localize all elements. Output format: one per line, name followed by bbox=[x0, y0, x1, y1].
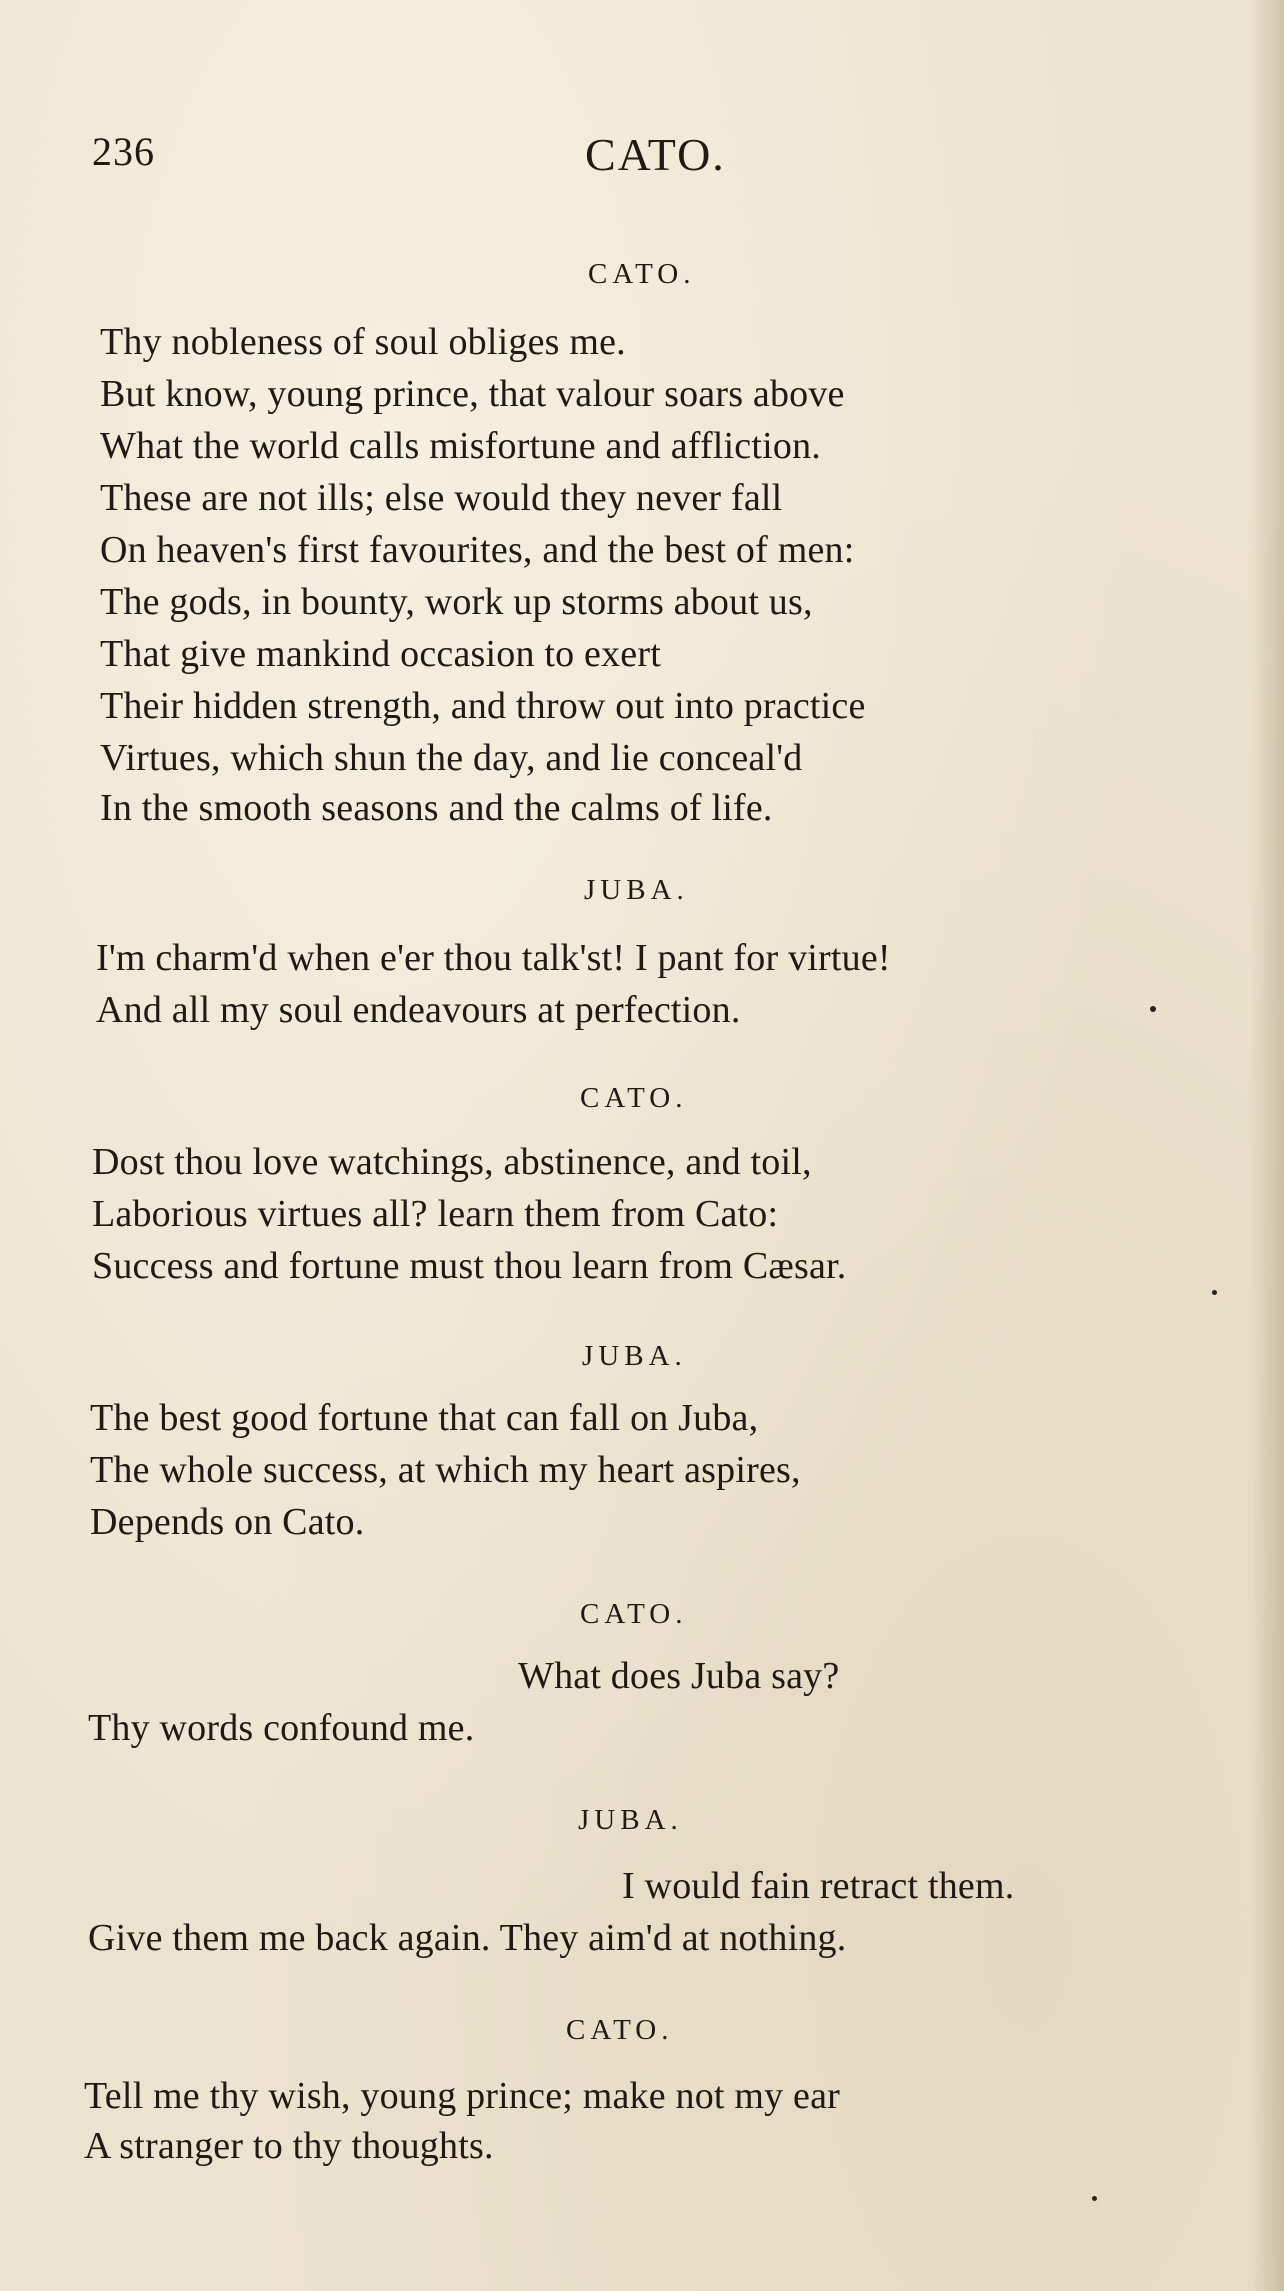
speaker-cato: CATO. bbox=[580, 1082, 688, 1114]
verse-line: Their hidden strength, and throw out into practice bbox=[100, 685, 866, 727]
speaker-cato: CATO. bbox=[588, 258, 696, 290]
verse-line: Depends on Cato. bbox=[90, 1501, 365, 1543]
verse-line: Virtues, which shun the day, and lie conceal'd bbox=[100, 737, 803, 779]
paper-speck bbox=[1092, 2196, 1097, 2201]
speaker-juba: JUBA. bbox=[584, 874, 689, 906]
page-edge-shadow bbox=[1250, 0, 1284, 2291]
running-head: CATO. bbox=[585, 129, 726, 180]
verse-line: The whole success, at which my heart aspires, bbox=[90, 1449, 801, 1491]
page-number: 236 bbox=[92, 129, 155, 174]
speaker-juba: JUBA. bbox=[582, 1340, 687, 1372]
verse-line: These are not ills; else would they never fall bbox=[100, 477, 783, 519]
page-header bbox=[90, 128, 1230, 188]
paper-speck bbox=[1150, 1006, 1156, 1012]
verse-line: The best good fortune that can fall on Juba, bbox=[90, 1397, 759, 1439]
verse-line: Thy nobleness of soul obliges me. bbox=[100, 321, 626, 363]
verse-line: Dost thou love watchings, abstinence, and toil, bbox=[92, 1141, 812, 1183]
verse-line: I'm charm'd when e'er thou talk'st! I pant for virtue! bbox=[96, 937, 891, 979]
verse-line: Laborious virtues all? learn them from Cato: bbox=[92, 1193, 779, 1235]
verse-line: In the smooth seasons and the calms of life. bbox=[100, 787, 773, 829]
verse-line: What the world calls misfortune and affliction. bbox=[100, 425, 821, 467]
paper-speck bbox=[1212, 1290, 1217, 1295]
verse-line: A stranger to thy thoughts. bbox=[84, 2125, 494, 2167]
verse-line: On heaven's first favourites, and the best of men: bbox=[100, 529, 855, 571]
verse-line: Give them me back again. They aim'd at nothing. bbox=[88, 1917, 847, 1959]
speaker-juba: JUBA. bbox=[578, 1804, 683, 1836]
verse-line: Tell me thy wish, young prince; make not my ear bbox=[84, 2075, 841, 2117]
verse-line: Thy words confound me. bbox=[88, 1707, 475, 1749]
speaker-cato: CATO. bbox=[580, 1598, 688, 1630]
verse-line: That give mankind occasion to exert bbox=[100, 633, 661, 675]
verse-line-indented: I would fain retract them. bbox=[622, 1865, 1015, 1907]
verse-line: The gods, in bounty, work up storms about us, bbox=[100, 581, 813, 623]
verse-line-indented: What does Juba say? bbox=[518, 1655, 840, 1697]
verse-line: But know, young prince, that valour soars above bbox=[100, 373, 845, 415]
verse-line: Success and fortune must thou learn from Cæsar. bbox=[92, 1245, 847, 1287]
verse-line: And all my soul endeavours at perfection. bbox=[96, 989, 741, 1031]
speaker-cato: CATO. bbox=[566, 2014, 674, 2046]
